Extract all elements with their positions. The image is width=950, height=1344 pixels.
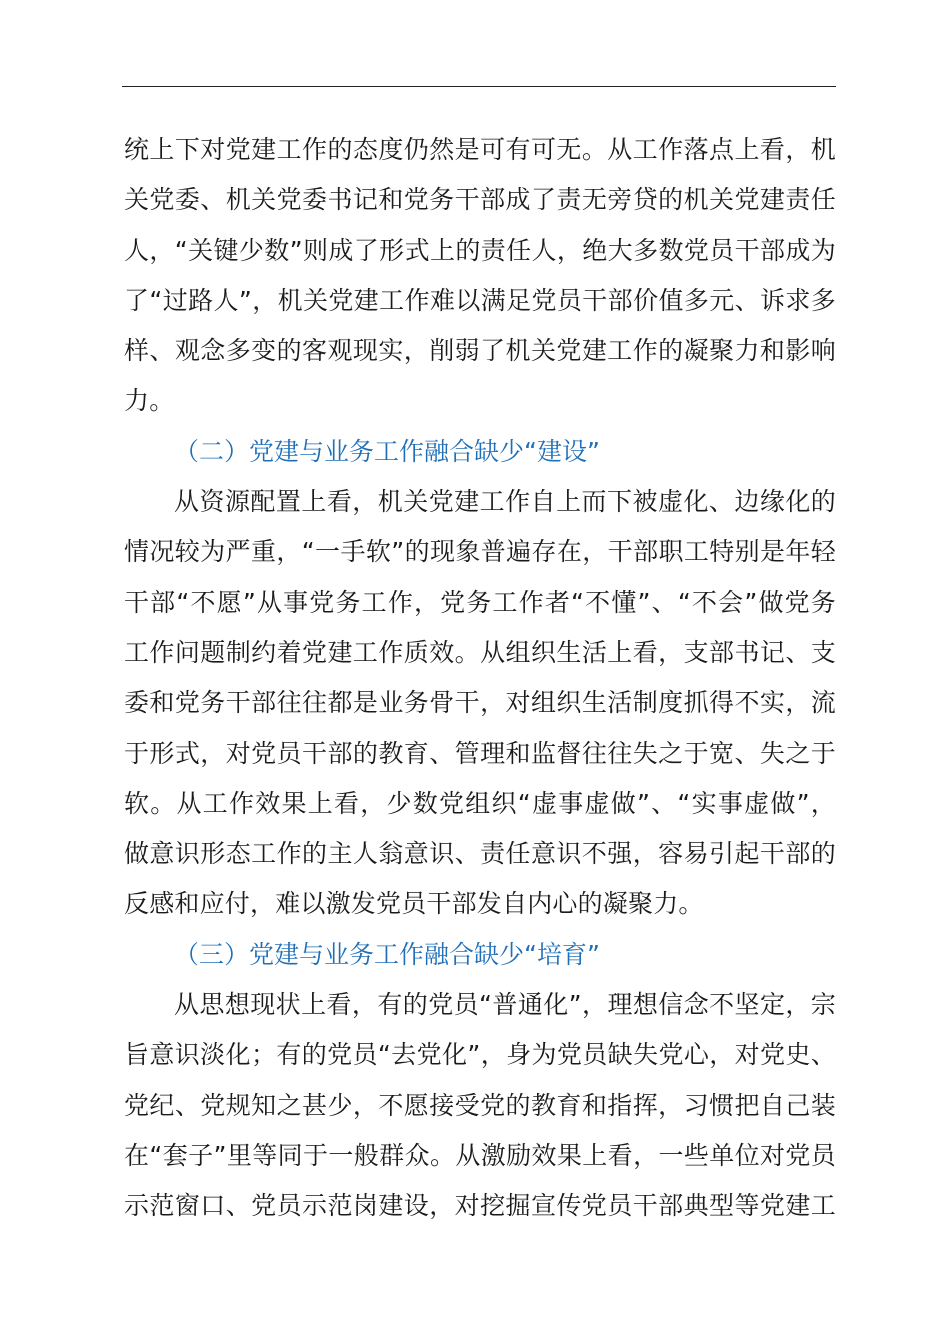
header-rule	[122, 86, 836, 87]
text-line: 旨意识淡化；有的党员“去党化”，身为党员缺失党心，对党史、	[124, 1040, 836, 1070]
paragraph-2	[124, 477, 836, 930]
text-line: 统上下对党建工作的态度仍然是可有可无。从工作落点上看，机	[124, 135, 836, 164]
text-line: 人，“关键少数”则成了形式上的责任人，绝大多数党员干部成为	[124, 235, 836, 265]
text-line: 样、观念多变的客观现实，削弱了机关党建工作的凝聚力和影响	[124, 336, 836, 366]
text-line: 软。从工作效果上看，少数党组织“虚事虚做”、“实事虚做”，	[124, 788, 836, 818]
text-line: 于形式，对党员干部的教育、管理和监督往往失之于宽、失之于	[124, 738, 836, 768]
text-line: 工作问题制约着党建工作质效。从组织生活上看，支部书记、支	[124, 637, 836, 667]
text-line: 情况较为严重，“一手软”的现象普遍存在，干部职工特别是年轻	[124, 537, 836, 567]
text-line: 在“套子”里等同于一般群众。从激励效果上看，一些单位对党员	[124, 1140, 836, 1170]
text-line: 示范窗口、党员示范岗建设，对挖掘宣传党员干部典型等党建工	[124, 1191, 836, 1221]
section-heading-3: （三）党建与业务工作融合缺少“培育”	[174, 939, 600, 969]
paragraph-continued	[124, 125, 836, 427]
document-body	[124, 125, 836, 1232]
text-line: 力。	[124, 386, 175, 416]
paragraph-3	[124, 980, 836, 1231]
text-line: 党纪、党规知之甚少，不愿接受党的教育和指挥，习惯把自己装	[124, 1090, 836, 1120]
text-line: 从资源配置上看，机关党建工作自上而下被虚化、边缘化的	[174, 487, 836, 517]
text-line: 从思想现状上看，有的党员“普通化”，理想信念不坚定，宗	[174, 990, 836, 1020]
text-line: 委和党务干部往往都是业务骨干，对组织生活制度抓得不实，流	[124, 688, 836, 718]
text-line: 干部“不愿”从事党务工作，党务工作者“不懂”、“不会”做党务	[124, 587, 836, 617]
text-line: 做意识形态工作的主人翁意识、责任意识不强，容易引起干部的	[124, 839, 836, 869]
text-line: 关党委、机关党委书记和党务干部成了责无旁贷的机关党建责任	[124, 185, 836, 215]
text-line: 反感和应付，难以激发党员干部发自内心的凝聚力。	[124, 889, 704, 919]
section-heading-2: （二）党建与业务工作融合缺少“建设”	[174, 436, 600, 466]
text-line: 了“过路人”，机关党建工作难以满足党员干部价值多元、诉求多	[124, 285, 836, 315]
